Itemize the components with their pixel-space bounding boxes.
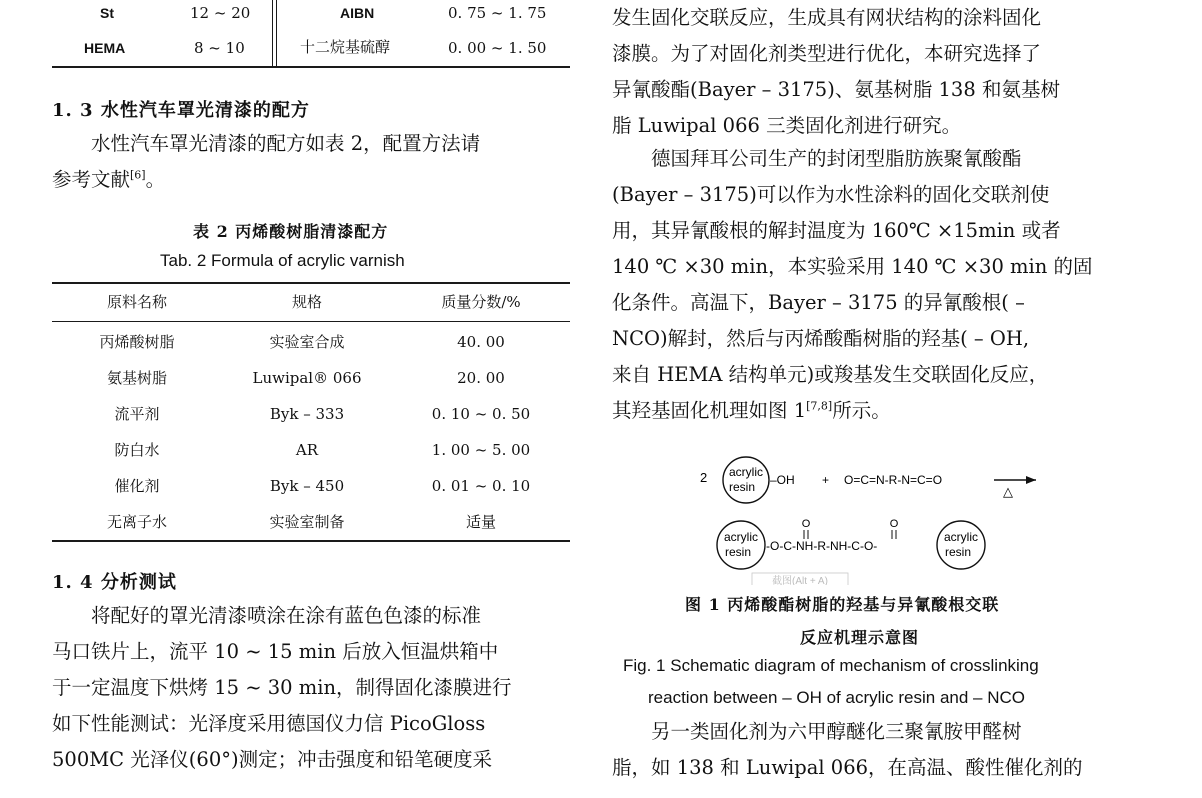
figure1-caption-en-line2: reaction between – OH of acrylic resin and – NCO [648, 688, 1026, 707]
paragraph-line: 水性汽车罩光清漆的配方如表 2，配置方法请 [91, 132, 481, 155]
figure1-caption-cn-line2: 反应机理示意图 [800, 628, 920, 647]
table1-cell: HEMA [84, 40, 126, 56]
hydroxyl-group: –OH [770, 473, 795, 487]
resin-label-bottom: resin [724, 545, 752, 559]
table-cell: Byk – 333 [269, 405, 345, 423]
table-cell: 实验室制备 [269, 513, 345, 531]
table2-bottom-rule [52, 540, 570, 542]
paragraph-line: 化条件。高温下，Bayer – 3175 的异氰酸根( – [612, 291, 1025, 314]
table1-cell: AIBN [340, 5, 375, 21]
paragraph-line: (Bayer – 3175)可以作为水性涂料的固化交联剂使 [612, 183, 1050, 206]
table2-header-row [52, 284, 570, 320]
table-cell: 流平剂 [114, 405, 160, 423]
table2-header-rule [52, 321, 570, 322]
table1-cell: 12 ~ 20 [190, 4, 251, 22]
table1-cell: 0. 00 ~ 1. 50 [448, 39, 547, 57]
paragraph-line: 德国拜耳公司生产的封闭型脂肪族聚氰酸酯 [651, 147, 1022, 170]
paragraph-line: 另一类固化剂为六甲醇醚化三聚氰胺甲醛树 [651, 720, 1022, 743]
table-cell: 实验室合成 [269, 333, 345, 351]
table-cell: Luwipal® 066 [252, 369, 362, 387]
paragraph-line: 500MC 光泽仪(60°)测定；冲击强度和铅笔硬度采 [52, 748, 493, 771]
paragraph-line: 来自 HEMA 结构单元)或羧基发生交联固化反应， [612, 363, 1049, 386]
paragraph-line: 140 ℃ ×30 min，本实验采用 140 ℃ ×30 min 的固 [612, 255, 1093, 278]
figure1-caption-en-line1: Fig. 1 Schematic diagram of mechanism of crosslinking [623, 656, 1039, 675]
paragraph-line: 漆膜。为了对固化剂类型进行优化，本研究选择了 [612, 42, 1042, 65]
paragraph-line: NCO)解封，然后与丙烯酸酯树脂的羟基( – OH, [612, 327, 1030, 350]
paragraph-line: 异氰酸酯(Bayer – 3175)、氨基树脂 138 和氨基树 [612, 78, 1060, 101]
table-cell: Byk – 450 [269, 477, 345, 495]
resin-label-bottom: resin [728, 480, 756, 494]
table-cell: 20. 00 [457, 369, 505, 387]
table-cell: 0. 10 ~ 0. 50 [431, 405, 531, 423]
table1-cell: 8 ~ 10 [194, 39, 245, 57]
section-1-3-paragraph [52, 126, 570, 198]
table1-cell: 十二烷基硫醇 [300, 38, 391, 56]
heat-symbol: △ [1003, 484, 1013, 499]
table1-divider [272, 0, 273, 66]
diisocyanate-formula: O=C=N-R-N=C=O [844, 473, 943, 487]
table1-cell: 0. 75 ~ 1. 75 [448, 4, 547, 22]
section-heading-1-3: 1. 3 水性汽车罩光清漆的配方 [52, 100, 310, 121]
table-cell: 0. 01 ~ 0. 10 [431, 477, 531, 495]
table2 [52, 282, 570, 542]
table2-header-cell: 质量分数/% [441, 293, 521, 311]
paragraph-line [52, 162, 570, 198]
table-cell: 无离子水 [106, 513, 167, 531]
figure1-caption-cn-line1: 图 1 丙烯酸酯树脂的羟基与异氰酸根交联 [685, 595, 1000, 614]
resin-label-top: acrylic [723, 530, 759, 544]
paragraph-line: 将配好的罩光清漆喷涂在涂有蓝色色漆的标准 [91, 604, 482, 627]
resin-label-bottom: resin [944, 545, 972, 559]
paragraph-text: 。 [145, 168, 166, 191]
table1-bottom-rule [52, 66, 570, 68]
table-row [52, 504, 570, 540]
figure1-reaction-scheme [696, 455, 1046, 585]
table2-header-cell: 原料名称 [106, 293, 167, 311]
table-row [52, 360, 570, 396]
paragraph-text: 所示。 [832, 399, 891, 422]
paragraph-line: 马口铁片上，流平 10 ~ 15 min 后放入恒温烘箱中 [52, 640, 499, 663]
paragraph-line: 发生固化交联反应，生成具有网状结构的涂料固化 [612, 6, 1042, 29]
watermark-text: 截图(Alt + A) [772, 576, 828, 585]
resin-label-top: acrylic [728, 465, 764, 479]
paragraph-line: 于一定温度下烘烤 15 ~ 30 min，制得固化漆膜进行 [52, 676, 512, 699]
resin-label-top: acrylic [943, 530, 979, 544]
right-paragraph-2 [612, 141, 1132, 429]
urethane-chain: -O-C-NH-R-NH-C-O- [766, 539, 878, 553]
right-paragraph-3 [612, 714, 1132, 786]
citation-ref: [6] [130, 168, 146, 182]
table1-divider [276, 0, 277, 66]
arrow-head-icon [1026, 476, 1036, 484]
table2-header-cell: 规格 [291, 293, 322, 311]
table-row [52, 324, 570, 360]
section-1-4-paragraph [52, 598, 570, 778]
paragraph-line: 脂，如 138 和 Luwipal 066，在高温、酸性催化剂的 [612, 756, 1083, 779]
paragraph-text: 参考文献 [52, 168, 131, 191]
paragraph-text: 其羟基固化机理如图 1 [612, 399, 807, 422]
table-cell: 1. 00 ~ 5. 00 [431, 441, 531, 459]
plus-sign: + [822, 473, 830, 487]
table2-caption-cn: 表 2 丙烯酸树脂清漆配方 [193, 222, 389, 241]
paragraph-line [612, 393, 1132, 429]
table-cell: 催化剂 [114, 477, 160, 495]
table2-caption-en: Tab. 2 Formula of acrylic varnish [160, 251, 405, 270]
table-cell: AR [295, 441, 319, 459]
paragraph-line: 脂 Luwipal 066 三类固化剂进行研究。 [612, 114, 962, 137]
carbonyl-oxygen: O [801, 518, 811, 530]
table-cell: 丙烯酸树脂 [99, 333, 175, 351]
paragraph-line: 用，其异氰酸根的解封温度为 160℃ ×15min 或者 [612, 219, 1061, 242]
table-row [52, 396, 570, 432]
right-paragraph-1 [612, 0, 1132, 144]
section-heading-1-4: 1. 4 分析测试 [52, 572, 177, 593]
table1-cell: St [100, 5, 114, 21]
table-cell: 氨基树脂 [106, 369, 167, 387]
paragraph-line: 如下性能测试：光泽度采用德国仪力信 PicoGloss [52, 712, 486, 735]
table-row [52, 468, 570, 504]
table-cell: 防白水 [114, 441, 160, 459]
stoich-coefficient: 2 [700, 470, 708, 485]
carbonyl-oxygen: O [889, 518, 899, 530]
citation-ref: [7,8] [806, 399, 833, 413]
table-cell: 适量 [465, 513, 496, 531]
table-row [52, 432, 570, 468]
table-cell: 40. 00 [457, 333, 505, 351]
